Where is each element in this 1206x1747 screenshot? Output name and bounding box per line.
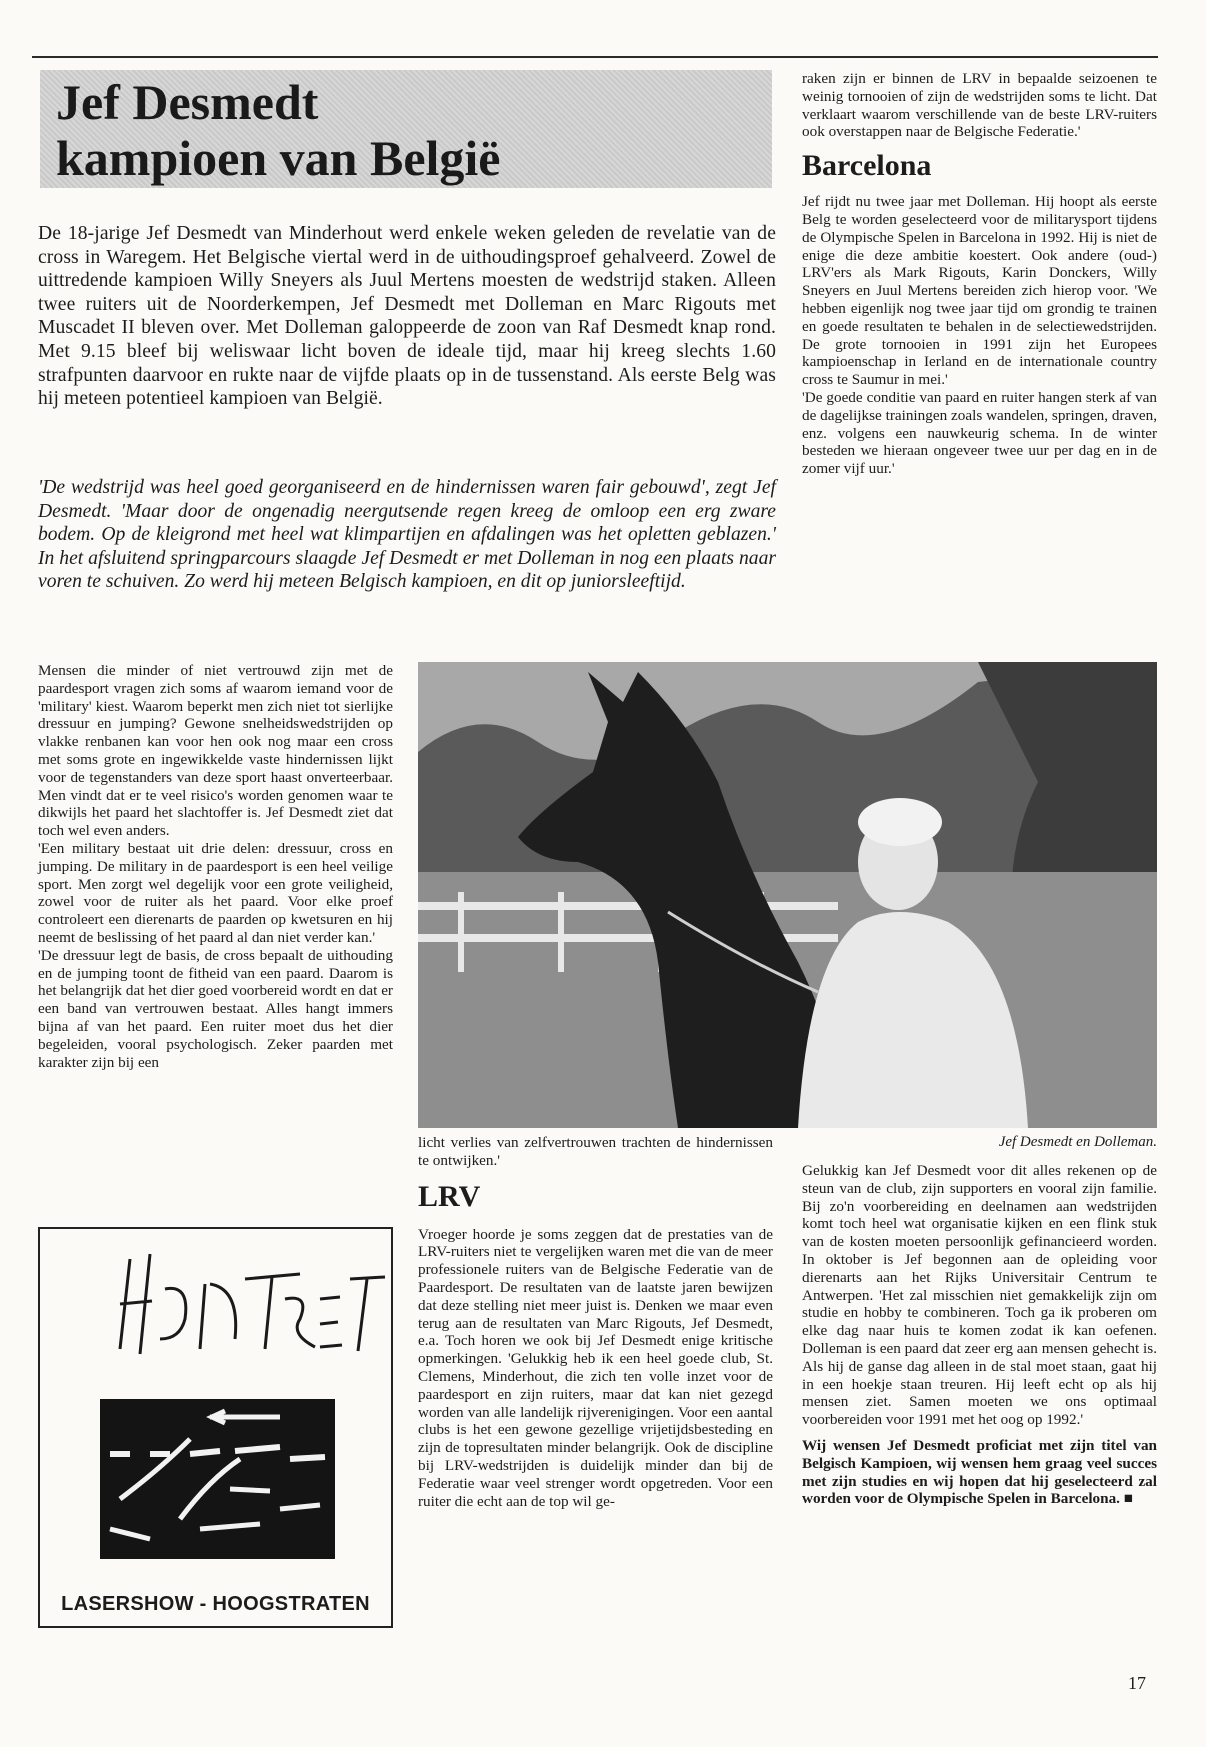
lrv-heading: LRV — [418, 1179, 481, 1213]
highstreet-logo-art — [40, 1229, 391, 1559]
photo-caption: Jef Desmedt en Dolleman. — [998, 1134, 1157, 1150]
barcelona-paragraph-2: 'De goede conditie van paard en ruiter hangen sterk af van de dagelijkse trainingen zoals wandelen, springen, draven, enz. volgens een nauwkeurig schema. In de winter besteden we hieraan ongeveer twee uur per dag en in de zomer vijf uur.' — [802, 388, 1157, 478]
left-paragraph-2: 'Een military bestaat uit drie delen: dressuur, cross en jumping. De military in de paardesport is een heel veilige sport. Men zorgt wel degelijk voor een grote veiligheid, zowel voor de ruiter als het paard. Voor elke proef controleert een dierenarts de paarden op kwetsuren en hij neemt de beslissing of het paard al dan niet verder kan.' — [38, 839, 393, 946]
right-column-bottom — [802, 1162, 1157, 1508]
middle-column — [418, 1134, 773, 1510]
top-rule — [32, 56, 1158, 58]
left-paragraph-1: Mensen die minder of niet vertrouwd zijn met de paardesport vragen zich soms af waarom iemand voor de 'military' kiest. Waarom beperkt men zich niet tot sierlijke dressuur en jumping? Gewone snelheidswedstrijden op vlakke renbanen kan voor hen ook nog maar een cross met soms grote en ingewikkelde vaste hindernissen lijkt voor de tegenstanders van deze sport haast onverteerbaar. Men vindt dat er te veel risico's worden genomen waar te dikwijls het paard het slachtoffer is. Jef Desmedt ziet dat toch wel even anders. — [38, 662, 393, 840]
barcelona-paragraph-1: Jef rijdt nu twee jaar met Dolleman. Hij hoopt als eerste Belg te worden geselecteerd voor de militarysport tijdens de Olympische Spelen in Barcelona in 1992. Hij is niet de enige die deze ambitie koestert. Ook andere (oud-) LRV'ers als Mark Rigouts, Karin Donckers, Willy Sneyers en Juul Mertens bereiden zich hierop voor. 'We hebben eigenlijk nog twee jaar tijd om grondig te trainen en goede resultaten te behalen in de selectiewedstrijden. De grote tornooien in 1991 zijn het Europees kampioenschap in Ierland en de internationale country cross te Saumur in mei.' — [802, 193, 1157, 389]
right-column-top — [802, 70, 1157, 478]
article-title — [40, 70, 772, 188]
page-number: 17 — [1128, 1673, 1146, 1693]
quote-paragraph: 'De wedstrijd was heel goed georganiseerd en de hindernissen waren fair gebouwd', zegt Jef Desmedt. 'Maar door de ongenadig neergutsende regen kreeg de omloop een erg zware bodem. Op de kleigrond met heel wat klimpartijen en afdalingen was het opletten geblazen.' In het afsluitend springparcours slaagde Jef Desmedt er met Dolleman in nog een plaats naar voren te schuiven. Zo werd hij meteen Belgisch kampioen, en dit op juniorsleeftijd. — [38, 477, 776, 593]
barcelona-heading: Barcelona — [802, 149, 932, 183]
middle-top-paragraph: licht verlies van zelfvertrouwen trachten de hindernissen te ontwijken.' — [418, 1134, 773, 1169]
right-top-paragraph: raken zijn er binnen de LRV in bepaalde seizoenen te weinig tornooien of zijn de wedstrijden soms te licht. Dat verklaart waarom verschillende van de beste LRV-ruiters ook overstappen naar de Belgische Federatie.' — [802, 70, 1157, 141]
closing-paragraph: Wij wensen Jef Desmedt proficiat met zijn titel van Belgisch Kampioen, wij wensen hem graag veel succes met zijn studies en wij hopen dat hij geselecteerd zal worden voor de Olympische Spelen in Barcelona. ■ — [802, 1436, 1157, 1508]
right-bottom-paragraph: Gelukkig kan Jef Desmedt voor dit alles rekenen op de steun van de club, zijn supporters en vooral zijn familie. Bij zo'n voorbereiding en deelnamen aan wedstrijden komt toch heel wat organisatie kijken en een flink stuk van de kosten moeten persoonlijk gefinancieerd worden. In oktober is Jef begonnen aan de opleiding voor dierenarts aan het Rijks Universitair Centrum te Antwerpen. 'Het zal misschien niet gemakkelijk zijn om studie en hobby te combineren. Toch ga ik proberen om elke dag naar huis te komen zodat ik kan oefenen. Dolleman is een paard dat zeer erg aan mensen gehecht is. Als hij de ganse dag alleen in de stal moet staan, gaat hij in een hoekje staan treuren. Hij leeft echt op als hij mensen ziet. Samen moeten we ons optimaal voorbereiden voor 1991 met het oog op 1992.' — [802, 1162, 1157, 1429]
left-column — [38, 662, 393, 1071]
ad-label: LASERSHOW - HOOGSTRATEN — [61, 1593, 370, 1615]
lasershow-advertisement — [38, 1227, 393, 1628]
intro-paragraph: De 18-jarige Jef Desmedt van Minderhout werd enkele weken geleden de revelatie van de cross in Waregem. Het Belgische viertal werd in de uithoudingsproef gehalveerd. Zowel de uittredende kampioen Willy Sneyers als Juul Mertens moesten de wedstrijd staken. Alleen twee ruiters uit de Noorderkempen, Jef Desmedt met Dolleman en Marc Rigouts met Muscadet II bleven over. Met Dolleman galoppeerde de zoon van Raf Desmedt knap rond. Met 9.15 bleef bij weliswaar licht boven de ideale tijd, maar hij kreeg slechts 1.60 strafpunten daarvoor en rukte naar de vijfde plaats op in de tussenstand. Als eerste Belg was hij meteen potentieel kampioen van België. — [38, 223, 776, 410]
lrv-paragraph: Vroeger hoorde je soms zeggen dat de prestaties van de LRV-ruiters niet te vergelijken waren met die van de meer professionele ruiters van de Belgische Federatie van de Paardesport. De resultaten van de laatste jaren bewijzen dat deze stelling niet meer juist is. Denken we maar even terug aan de resultaten van Marc Rigouts, Jef Desmedt, e.a. Toch horen we ook bij Jef Desmedt enige kritische opmerkingen. 'Gelukkig heb ik een heel goede club, St. Clemens, Minderhout, die zich ten volle inzet voor de paardesport en zijn ruiters, maar dat kan niet gezegd worden van alle landelijk rijverenigingen. Voor een aantal clubs is het een gewone gezellige vrijetijdsbesteding en zijn de topresultaten minder belangrijk. Ook de discipline bij LRV-wedstrijden is duidelijk minder dan bij de Federatie waar veel strenger wordt opgetreden. Voor een ruiter die echt aan de top wil ge- — [418, 1225, 773, 1510]
title-line-1: Jef Desmedt — [56, 74, 319, 130]
left-paragraph-3: 'De dressuur legt de basis, de cross bepaalt de uithouding en de jumping toont de fitheid van een paard. Daarom is het belangrijk dat het dier goed voorbereid wordt en dat er een band van vertrouwen bestaat. Alles hangt immers bijna af van het paard. Een ruiter moet dus het dier begeleiden, vooral psychologisch. Zeker paarden met karakter zijn bij een — [38, 946, 393, 1071]
title-line-2: kampioen van België — [56, 130, 501, 186]
horse-and-rider-photo — [418, 662, 1157, 1128]
photo-illustration — [418, 662, 1157, 1128]
